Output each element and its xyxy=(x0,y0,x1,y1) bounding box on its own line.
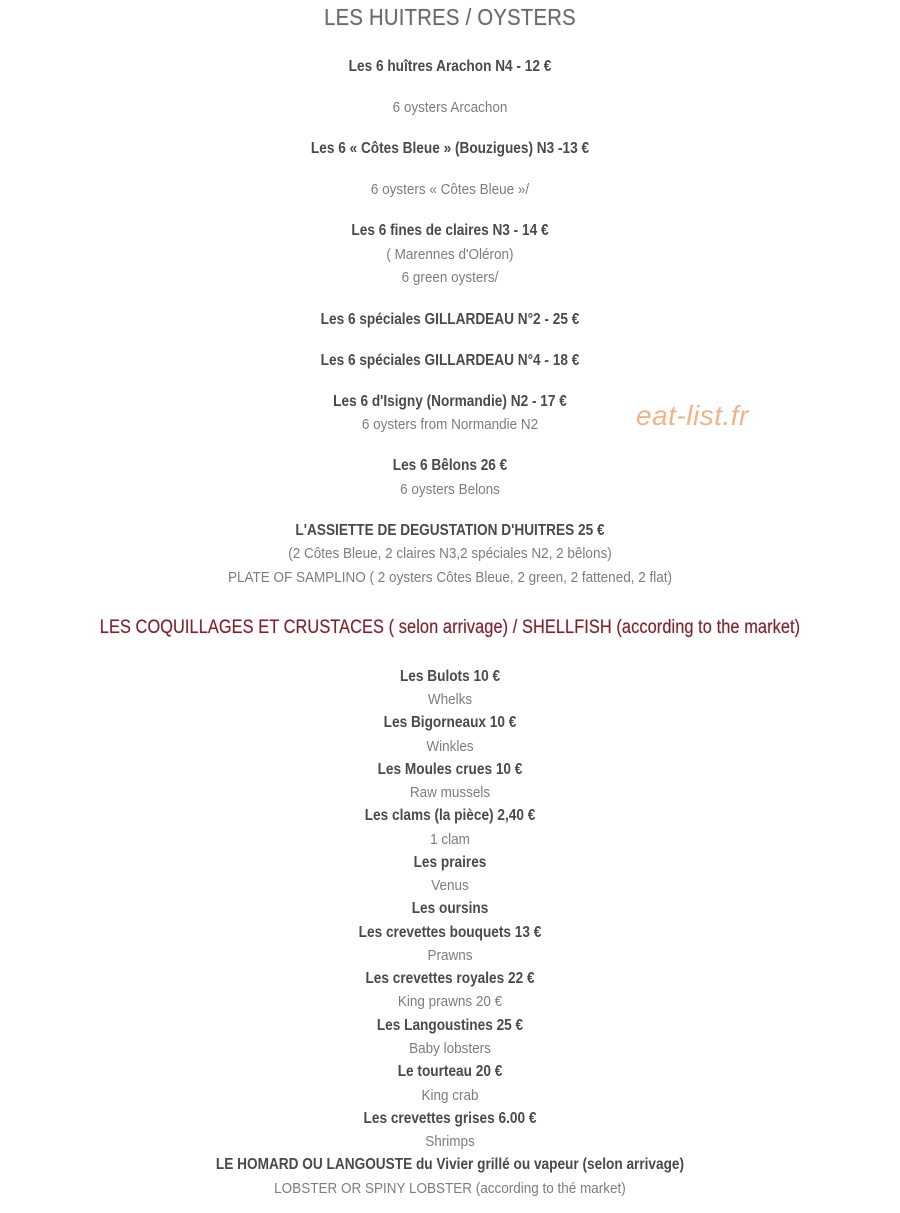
oyster-item: Les 6 « Côtes Bleue » (Bouzigues) N3 -13 € xyxy=(310,140,590,157)
oyster-item: Les 6 huîtres Arachon N4 - 12 € xyxy=(348,58,552,75)
oyster-description: 6 green oysters/ xyxy=(401,269,499,286)
shellfish-item: Les crevettes bouquets 13 € xyxy=(358,924,542,941)
shellfish-description: King crab xyxy=(421,1087,479,1104)
shellfish-item: Les Bigorneaux 10 € xyxy=(383,714,517,731)
oysters-section-title: LES HUITRES / OYSTERS xyxy=(324,4,576,30)
watermark: eat-list.fr xyxy=(636,400,749,431)
shellfish-item: Les Langoustines 25 € xyxy=(376,1017,524,1034)
oyster-description: 6 oysters Belons xyxy=(400,481,500,498)
shellfish-description: Winkles xyxy=(426,738,474,755)
oyster-description: ( Marennes d'Oléron) xyxy=(386,246,514,263)
shellfish-description: LOBSTER OR SPINY LOBSTER (according to thé market) xyxy=(274,1180,626,1197)
shellfish-item: Les Bulots 10 € xyxy=(399,668,501,685)
oyster-description: 6 oysters « Côtes Bleue »/ xyxy=(370,181,530,198)
shellfish-description: Raw mussels xyxy=(409,784,491,801)
oyster-description: (2 Côtes Bleue, 2 claires N3,2 spéciales N2, 2 bêlons) xyxy=(288,545,612,562)
shellfish-section-title: LES COQUILLAGES ET CRUSTACES ( selon arrivage) / SHELLFISH (according to the market) xyxy=(99,617,801,638)
oyster-description: PLATE OF SAMPLINO ( 2 oysters Côtes Bleue, 2 green, 2 fattened, 2 flat) xyxy=(228,569,672,586)
shellfish-item: Les crevettes royales 22 € xyxy=(365,970,535,987)
oyster-item: Les 6 fines de claires N3 - 14 € xyxy=(351,222,549,239)
shellfish-item: Le tourteau 20 € xyxy=(397,1063,503,1080)
shellfish-item: Les crevettes grises 6.00 € xyxy=(363,1110,537,1127)
shellfish-description: Prawns xyxy=(427,947,473,964)
oyster-item: Les 6 Bêlons 26 € xyxy=(392,457,508,474)
shellfish-description: Whelks xyxy=(427,691,473,708)
shellfish-description: King prawns 20 € xyxy=(397,993,503,1010)
oyster-item: L'ASSIETTE DE DEGUSTATION D'HUITRES 25 € xyxy=(295,522,605,539)
oyster-item: Les 6 d'Isigny (Normandie) N2 - 17 € xyxy=(333,393,567,410)
oyster-item: Les 6 spéciales GILLARDEAU N°2 - 25 € xyxy=(320,311,580,328)
shellfish-description: 1 clam xyxy=(430,831,470,848)
oyster-description: 6 oysters from Normandie N2 xyxy=(361,416,539,433)
oyster-item: Les 6 spéciales GILLARDEAU N°4 - 18 € xyxy=(320,352,580,369)
shellfish-item: Les clams (la pièce) 2,40 € xyxy=(364,807,536,824)
shellfish-description: Baby lobsters xyxy=(409,1040,491,1057)
shellfish-item: Les Moules crues 10 € xyxy=(377,761,523,778)
shellfish-item: LE HOMARD OU LANGOUSTE du Vivier grillé ou vapeur (selon arrivage) xyxy=(215,1156,685,1173)
shellfish-item: Les oursins xyxy=(411,900,489,917)
shellfish-description: Shrimps xyxy=(425,1133,475,1150)
oyster-description: 6 oysters Arcachon xyxy=(392,99,508,116)
shellfish-item: Les praires xyxy=(413,854,487,871)
shellfish-description: Venus xyxy=(431,877,469,894)
